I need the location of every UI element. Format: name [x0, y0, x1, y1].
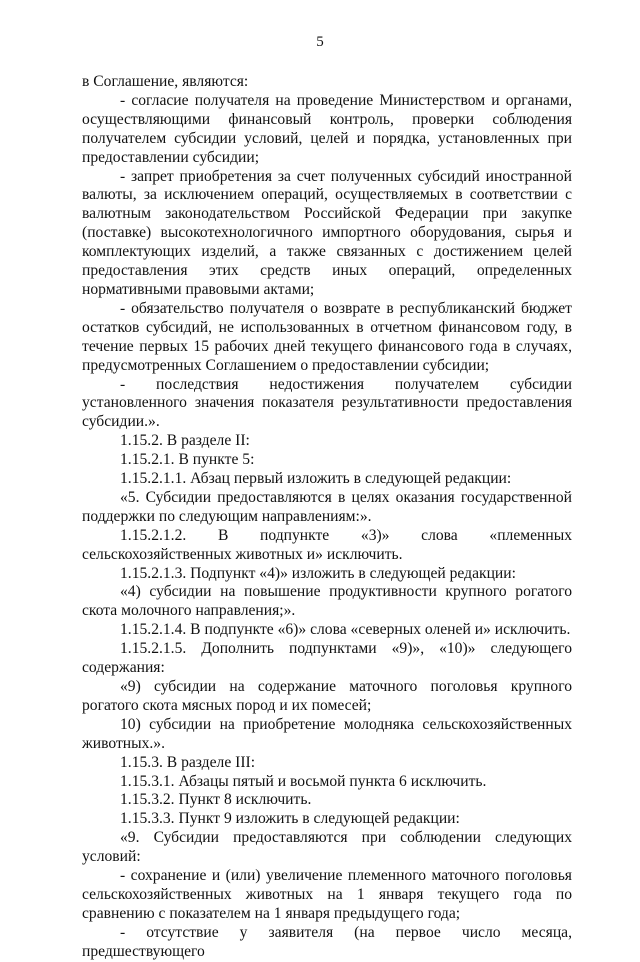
paragraph: - отсутствие у заявителя (на первое число месяца, предшествующего — [82, 923, 572, 960]
paragraph: 1.15.2. В разделе II: — [120, 432, 250, 450]
paragraph: 1.15.3.2. Пункт 8 исключить. — [120, 791, 312, 809]
paragraph: «4) субсидии на повышение продуктивности крупного рогатого скота молочного направления;». — [82, 583, 572, 620]
paragraph: - согласие получателя на проведение Министерством и органами, осуществляющими финансовый контроль, проверки соблюдения получателем субсидии условий, целей и порядка, установленных при предоставлении субсидии; — [82, 91, 572, 166]
document-body — [82, 73, 572, 962]
paragraph: 1.15.2.1.2. В подпункте «3)» слова «племенных сельскохозяйственных животных и» исключить. — [82, 526, 572, 563]
paragraph: 1.15.3. В разделе III: — [120, 753, 256, 771]
paragraph: в Соглашение, являются: — [82, 73, 249, 90]
paragraph: «9) субсидии на содержание маточного поголовья крупного рогатого скота мясных пород и их помесей; — [82, 678, 572, 714]
paragraph: 1.15.2.1.3. Подпункт «4)» изложить в следующей редакции: — [120, 564, 516, 582]
paragraph: - последствия недостижения получателем субсидии установленного значения показателя результативности предоставления субсидии.». — [82, 375, 572, 431]
paragraph: «9. Субсидии предоставляются при соблюдении следующих условий: — [82, 829, 572, 866]
paragraph: 1.15.3.3. Пункт 9 изложить в следующей редакции: — [120, 810, 460, 828]
paragraph: 1.15.3.1. Абзацы пятый и восьмой пункта 6 исключить. — [120, 772, 487, 790]
paragraph: «5. Субсидии предоставляются в целях оказания государственной поддержки по следующим направлениям:». — [82, 488, 572, 525]
paragraph: 1.15.2.1.1. Абзац первый изложить в следующей редакции: — [120, 470, 512, 488]
paragraph: 1.15.2.1.5. Дополнить подпунктами «9)», «10)» следующего содержания: — [82, 640, 572, 677]
paragraph: - обязательство получателя о возврате в республиканский бюджет остатков субсидий, не использованных в отчетном финансовом году, в течение первых 15 рабочих дней текущего финансового года в случаях, предусмотренных Соглашением о предоставлении субсидии; — [82, 299, 572, 374]
paragraph: 10) субсидии на приобретение молодняка сельскохозяйственных животных.». — [82, 715, 572, 752]
page-number: 5 — [316, 34, 324, 50]
paragraph: - сохранение и (или) увеличение племенного маточного поголовья сельскохозяйственных животных на 1 января текущего года по сравнению с показателем на 1 января предыдущего года; — [82, 867, 572, 922]
paragraph: 1.15.2.1.4. В подпункте «6)» слова «северных оленей и» исключить. — [120, 621, 571, 639]
paragraph: - запрет приобретения за счет полученных субсидий иностранной валюты, за исключением операций, осуществляемых в соответствии с валютным законодательством Российской Федерации при закупке (поставке) высокотехнологичного импортного оборудования, сырья и комплектующих изделий, а также связанных с достижением целей предоставления этих средств иных операций, определенных нормативными правовыми актами; — [82, 167, 572, 298]
paragraph: 1.15.2.1. В пункте 5: — [120, 451, 255, 469]
